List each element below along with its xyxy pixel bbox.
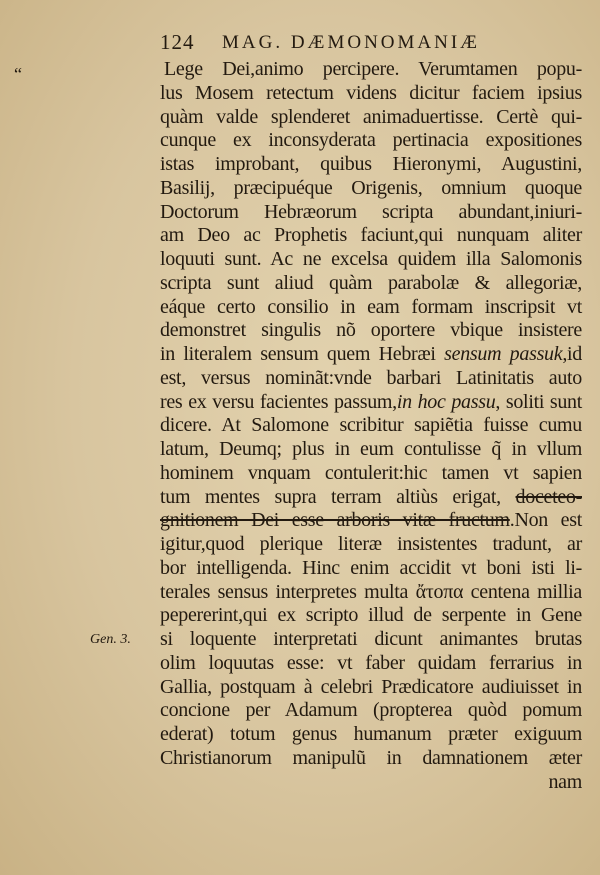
text-segment: pepererint,qui ex scripto illud de serpente in Gene — [160, 604, 582, 627]
text-segment: latum, Deumq; plus in eum contulisse q̃ in vllum — [160, 438, 582, 460]
text-line — [160, 106, 582, 130]
text-segment: eáque certo consilio in eam formam inscripsit vt — [160, 295, 582, 318]
text-line — [160, 177, 582, 201]
text-line — [160, 604, 582, 628]
text-segment: loquuti sunt. Ac ne excelsa quidem illa Salomonis — [160, 248, 582, 270]
text-line — [160, 367, 582, 391]
text-segment: Basilij, præcipuéque Origenis, omnium quoque — [160, 176, 582, 199]
text-line — [160, 628, 582, 652]
text-segment: res ex versu facientes passum, — [160, 390, 397, 413]
text-segment: scripta sunt aliud quàm parabolæ & allegoriæ, — [160, 271, 582, 294]
text-segment: est, versus nominãt:vnde barbari Latinitatis auto — [160, 366, 582, 389]
text-line — [160, 272, 582, 296]
text-segment: Christianorum manipulũ in damnationem æter — [160, 746, 582, 769]
text-segment: quàm valde splenderet animaduertisse. Certè qui- — [160, 105, 582, 128]
page-number: 124 — [160, 30, 195, 54]
text-line — [160, 343, 582, 367]
text-line — [160, 747, 582, 771]
text-line — [160, 248, 582, 272]
catchword — [160, 771, 582, 795]
body-text — [160, 58, 582, 794]
text-segment: Doctorum Hebræorum scripta abundant,iniuri- — [160, 200, 582, 223]
text-line — [160, 652, 582, 676]
text-segment: olim loquutas esse: vt faber quidam ferrarius in — [160, 651, 582, 674]
text-segment: bor intelligenda. Hinc enim accidit vt boni isti li- — [160, 556, 582, 579]
text-segment: Lege Dei,animo percipere. Verumtamen popu- — [164, 58, 582, 80]
text-line — [160, 201, 582, 225]
text-line — [160, 153, 582, 177]
text-line — [160, 533, 582, 557]
text-line — [160, 58, 582, 82]
text-segment: , soliti sunt — [495, 390, 582, 413]
text-line — [160, 676, 582, 700]
text-line — [160, 438, 582, 462]
text-segment: ,id — [562, 343, 583, 365]
text-segment: .Non est — [509, 509, 582, 532]
italic-term: in hoc passu — [396, 390, 496, 413]
text-segment: ederat) totum genus humanum præter exiguum — [160, 723, 582, 745]
text-segment: istas improbant, quibus Hieronymi, Augustini, — [160, 153, 582, 175]
text-line — [160, 296, 582, 320]
text-segment: tum mentes supra terram altiùs erigat, — [160, 485, 516, 508]
page-header — [0, 30, 600, 54]
text-line — [160, 462, 582, 486]
text-line — [160, 129, 582, 153]
text-line — [160, 486, 582, 510]
struck-text: gnitionem Dei esse arboris vitæ fructum — [160, 509, 510, 532]
text-segment: in literalem sensum quem Hebræi — [160, 343, 445, 365]
struck-text: doceteo- — [515, 485, 582, 508]
text-segment: lus Mosem retectum videns dicitur faciem ipsius — [160, 81, 582, 104]
text-segment: igitur,quod plerique literæ insistentes tradunt, ar — [160, 533, 582, 555]
text-segment: nam — [548, 770, 582, 793]
italic-term: sensum passuk — [444, 343, 563, 365]
text-line — [160, 414, 582, 438]
text-segment: hominem vnquam contulerit:hic tamen vt sapien — [160, 461, 582, 484]
text-line — [160, 319, 582, 343]
text-segment: si loquente interpretati dicunt animantes brutas — [160, 628, 582, 650]
text-line — [160, 82, 582, 106]
text-segment: cunque ex inconsyderata pertinacia expositiones — [160, 129, 582, 152]
text-segment: dicere. At Salomone scribitur sapiẽtia fuisse cumu — [160, 414, 582, 437]
text-line — [160, 581, 582, 605]
text-segment: am Deo ac Prophetis faciunt,qui nunquam aliter — [160, 224, 582, 247]
text-line — [160, 723, 582, 747]
marginal-mark: “ — [14, 64, 22, 84]
margin-note-reference: Gen. 3. — [90, 632, 131, 647]
text-segment: demonstret singulis nõ oportere vbique insistere — [160, 319, 582, 342]
text-line — [160, 224, 582, 248]
text-line — [160, 391, 582, 415]
text-segment: terales sensus interpretes multa ἄτοπα centena millia — [160, 580, 582, 603]
text-segment: concione per Adamum (propterea quòd pomum — [160, 699, 582, 722]
running-head: MAG. DÆMONOMANIÆ — [222, 32, 481, 53]
text-line — [160, 557, 582, 581]
text-line — [160, 699, 582, 723]
text-line — [160, 509, 582, 533]
text-segment: Gallia, postquam à celebri Prædicatore audiuisset in — [160, 675, 582, 698]
